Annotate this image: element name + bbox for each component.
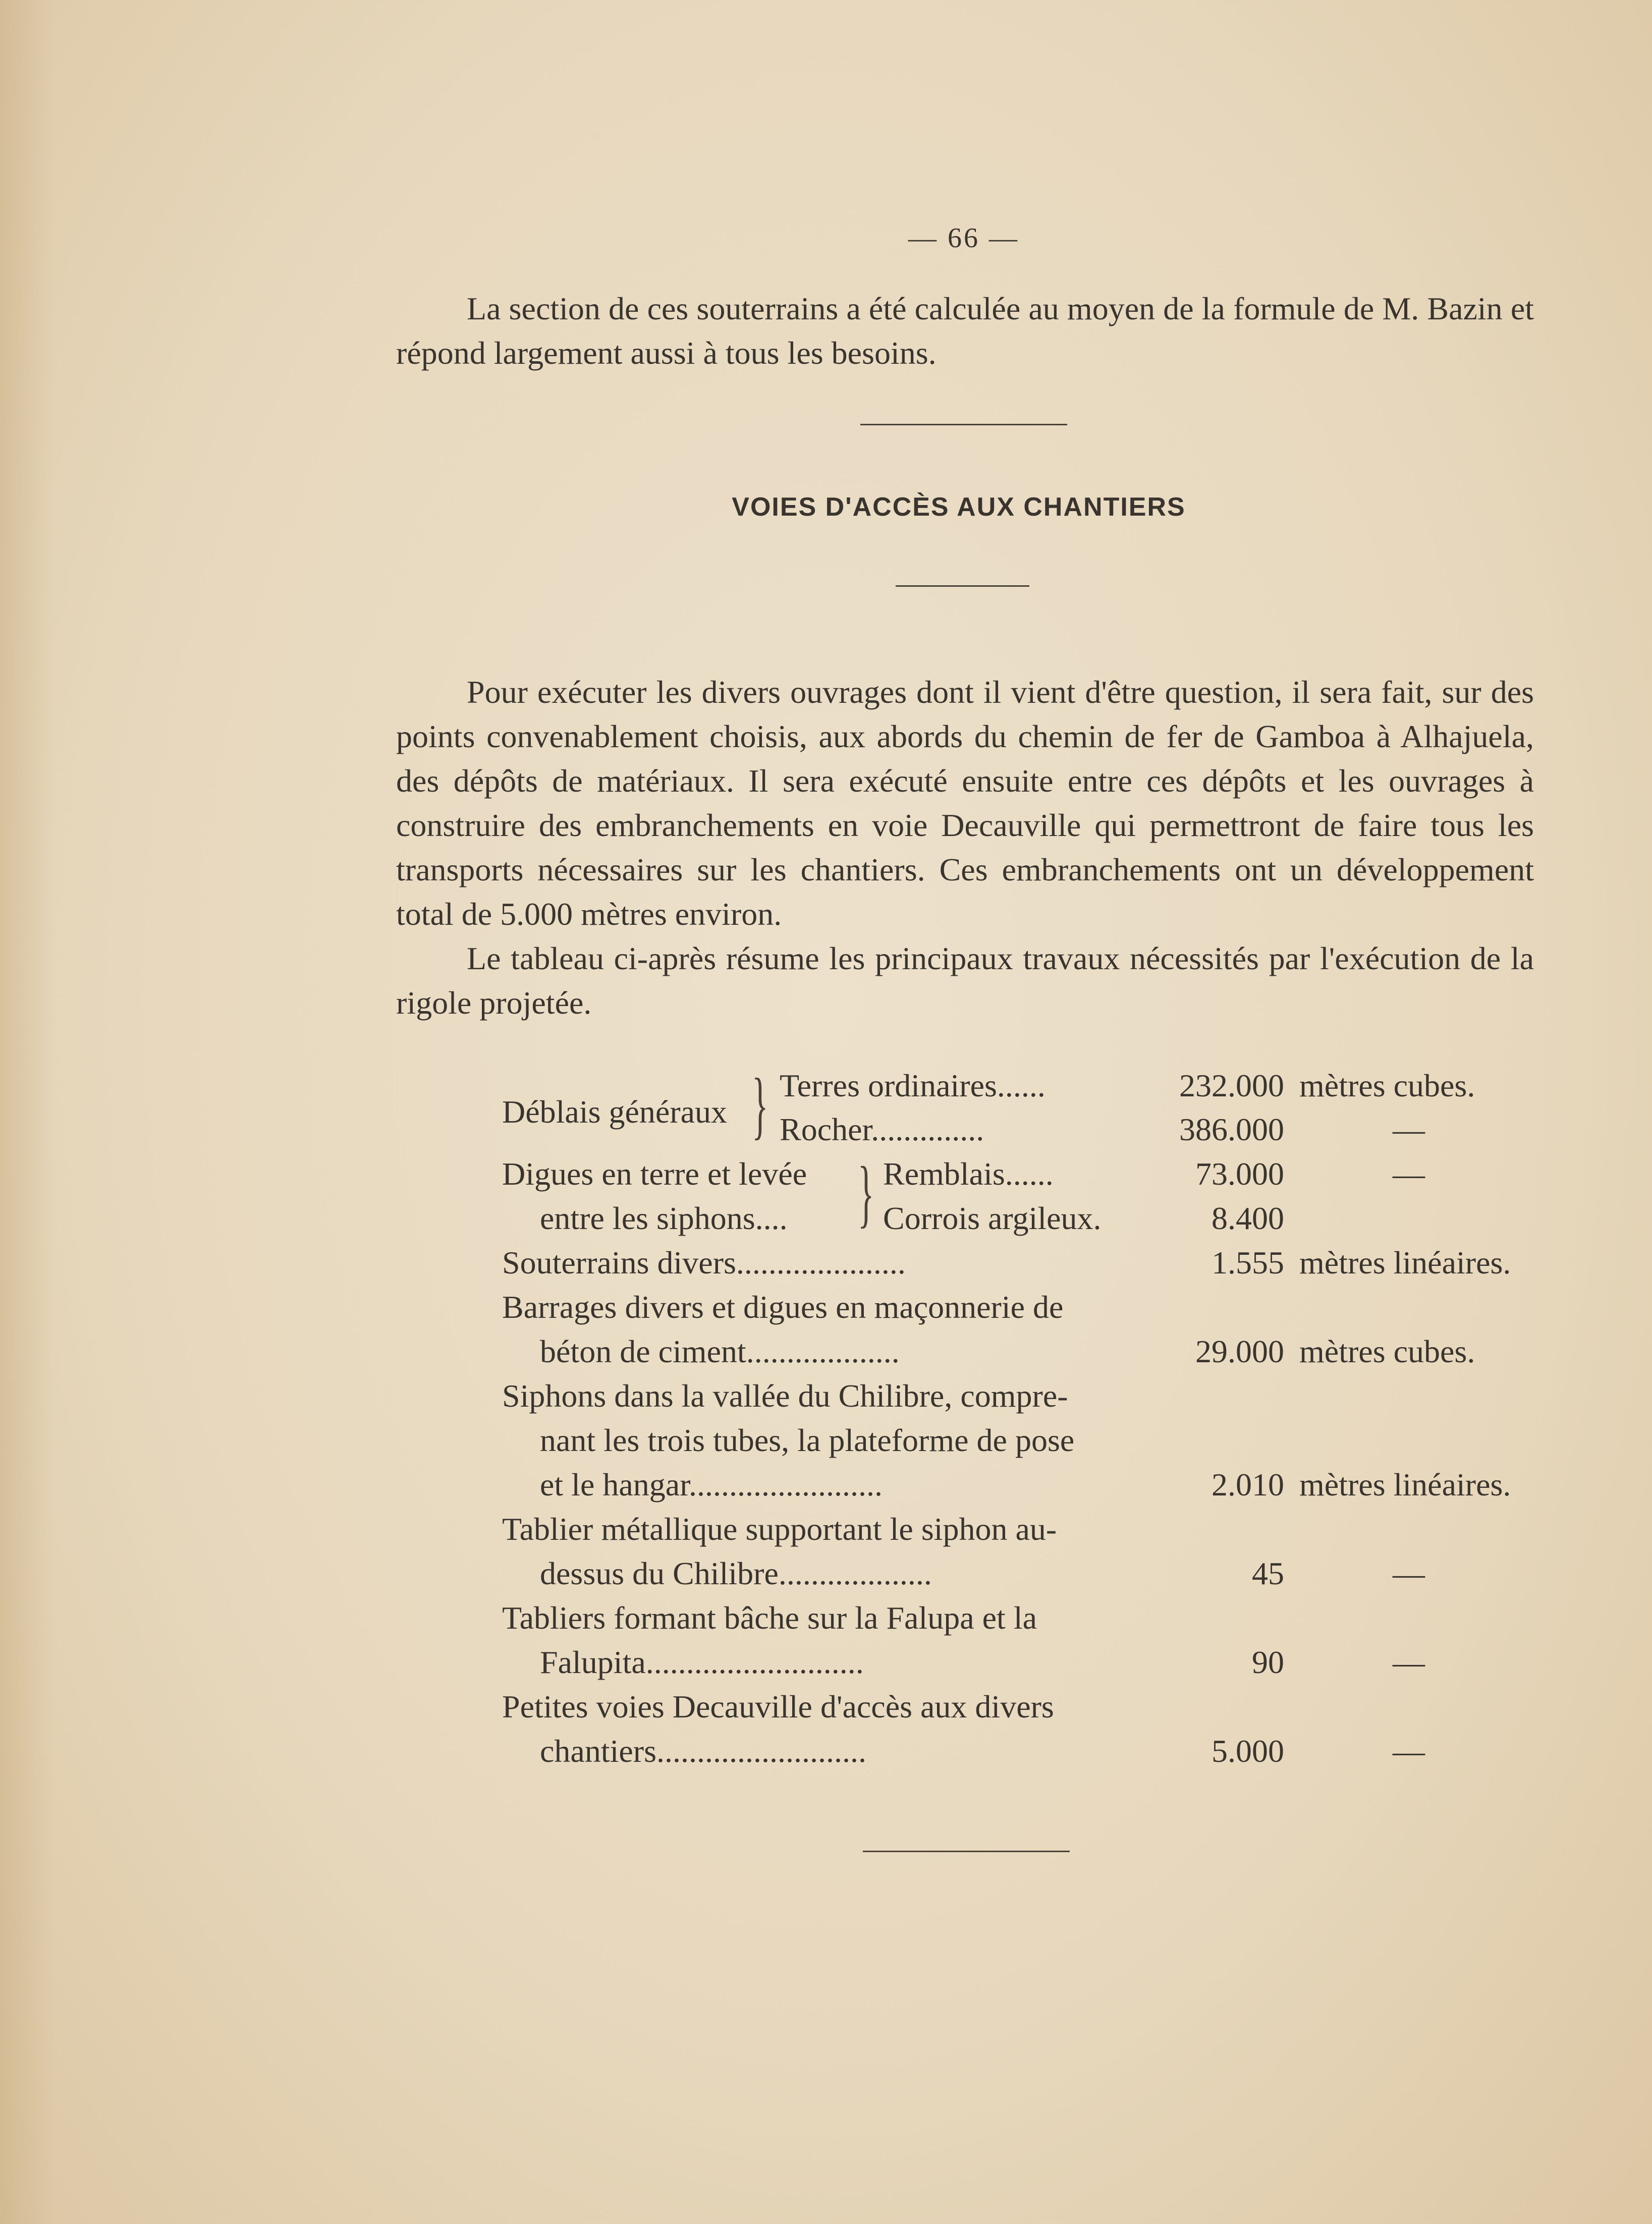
siphons-value: 2.010 [1212,1467,1284,1503]
voies-line1: Petites voies Decauville d'accès aux divers [502,1689,1054,1725]
deblais-label: Déblais généraux [502,1094,728,1130]
paragraph-2: Le tableau ci-après résume les principaux travaux nécessités par l'exécution de la rigole projetée. [396,940,1534,1021]
deblais-row1-value: 232.000 [1179,1068,1284,1103]
digues-row1-unit: — [1393,1156,1425,1192]
souterrains-label: Souterrains divers..................... [502,1245,906,1281]
souterrains-unit: mètres linéaires. [1299,1245,1511,1281]
digues-row2-item: Corrois argileux. [883,1200,1102,1236]
digues-row2-value: 8.400 [1212,1200,1284,1236]
tabliers-bache-line2: Falupita........................... [540,1644,864,1680]
siphons-line1: Siphons dans la vallée du Chilibre, compre- [502,1378,1068,1414]
heading-divider [896,585,1029,587]
barrages-line2: béton de ciment................... [540,1333,900,1369]
digues-row1-item: Remblais...... [883,1156,1054,1192]
voies-line2: chantiers.......................... [540,1733,866,1769]
deblais-row2-unit: — [1393,1111,1425,1147]
intro-paragraph: La section de ces souterrains a été calculée au moyen de la formule de M. Bazin et répond largement aussi à tous les besoins. [396,291,1534,371]
tabliers-bache-unit: — [1393,1644,1425,1680]
digues-brace: } [858,1151,874,1235]
top-divider [860,424,1067,425]
barrages-value: 29.000 [1195,1333,1284,1369]
tablier-unit: — [1393,1555,1425,1591]
voies-unit: — [1393,1733,1425,1769]
page-edge-shadow [0,0,56,2224]
deblais-row1-item: Terres ordinaires...... [780,1068,1045,1103]
deblais-row2-item: Rocher.............. [780,1111,984,1147]
barrages-line1: Barrages divers et digues en maçonnerie de [502,1289,1064,1325]
barrages-unit: mètres cubes. [1299,1333,1475,1369]
tablier-line1: Tablier métallique supportant le siphon au- [502,1511,1057,1547]
digues-label-line2: entre les siphons.... [540,1200,788,1236]
souterrains-value: 1.555 [1212,1245,1284,1281]
paragraph-1: Pour exécuter les divers ouvrages dont il vient d'être question, il sera fait, sur des points convenablement choisis, aux abords du chemin de fer de Gamboa à Alhajuela, des dépôts de matériaux. Il sera exécuté ensuite entre ces dépôts et les ouvrages à construire des embranchements en voie Decauville qui permettront de faire tous les transports nécessaires sur les chantiers. Ces embranchements ont un développement total de 5.000 mètres environ. [396,674,1534,932]
tablier-value: 45 [1252,1555,1284,1591]
tabliers-bache-line1: Tabliers formant bâche sur la Falupa et la [502,1600,1037,1636]
digues-row1-value: 73.000 [1195,1156,1284,1192]
siphons-unit: mètres linéaires. [1299,1467,1511,1503]
section-heading: VOIES D'ACCÈS AUX CHANTIERS [732,492,1186,522]
page-number: — 66 — [908,223,1019,254]
bottom-divider [863,1851,1070,1852]
tabliers-bache-value: 90 [1252,1644,1284,1680]
tablier-line2: dessus du Chilibre................... [540,1555,932,1591]
deblais-brace: } [752,1063,768,1147]
deblais-row2-value: 386.000 [1179,1111,1284,1147]
deblais-row1-unit: mètres cubes. [1299,1068,1475,1103]
voies-value: 5.000 [1212,1733,1284,1769]
siphons-line2: nant les trois tubes, la plateforme de pose [540,1422,1075,1458]
siphons-line3: et le hangar........................ [540,1467,883,1503]
digues-label-line1: Digues en terre et levée [502,1156,807,1192]
